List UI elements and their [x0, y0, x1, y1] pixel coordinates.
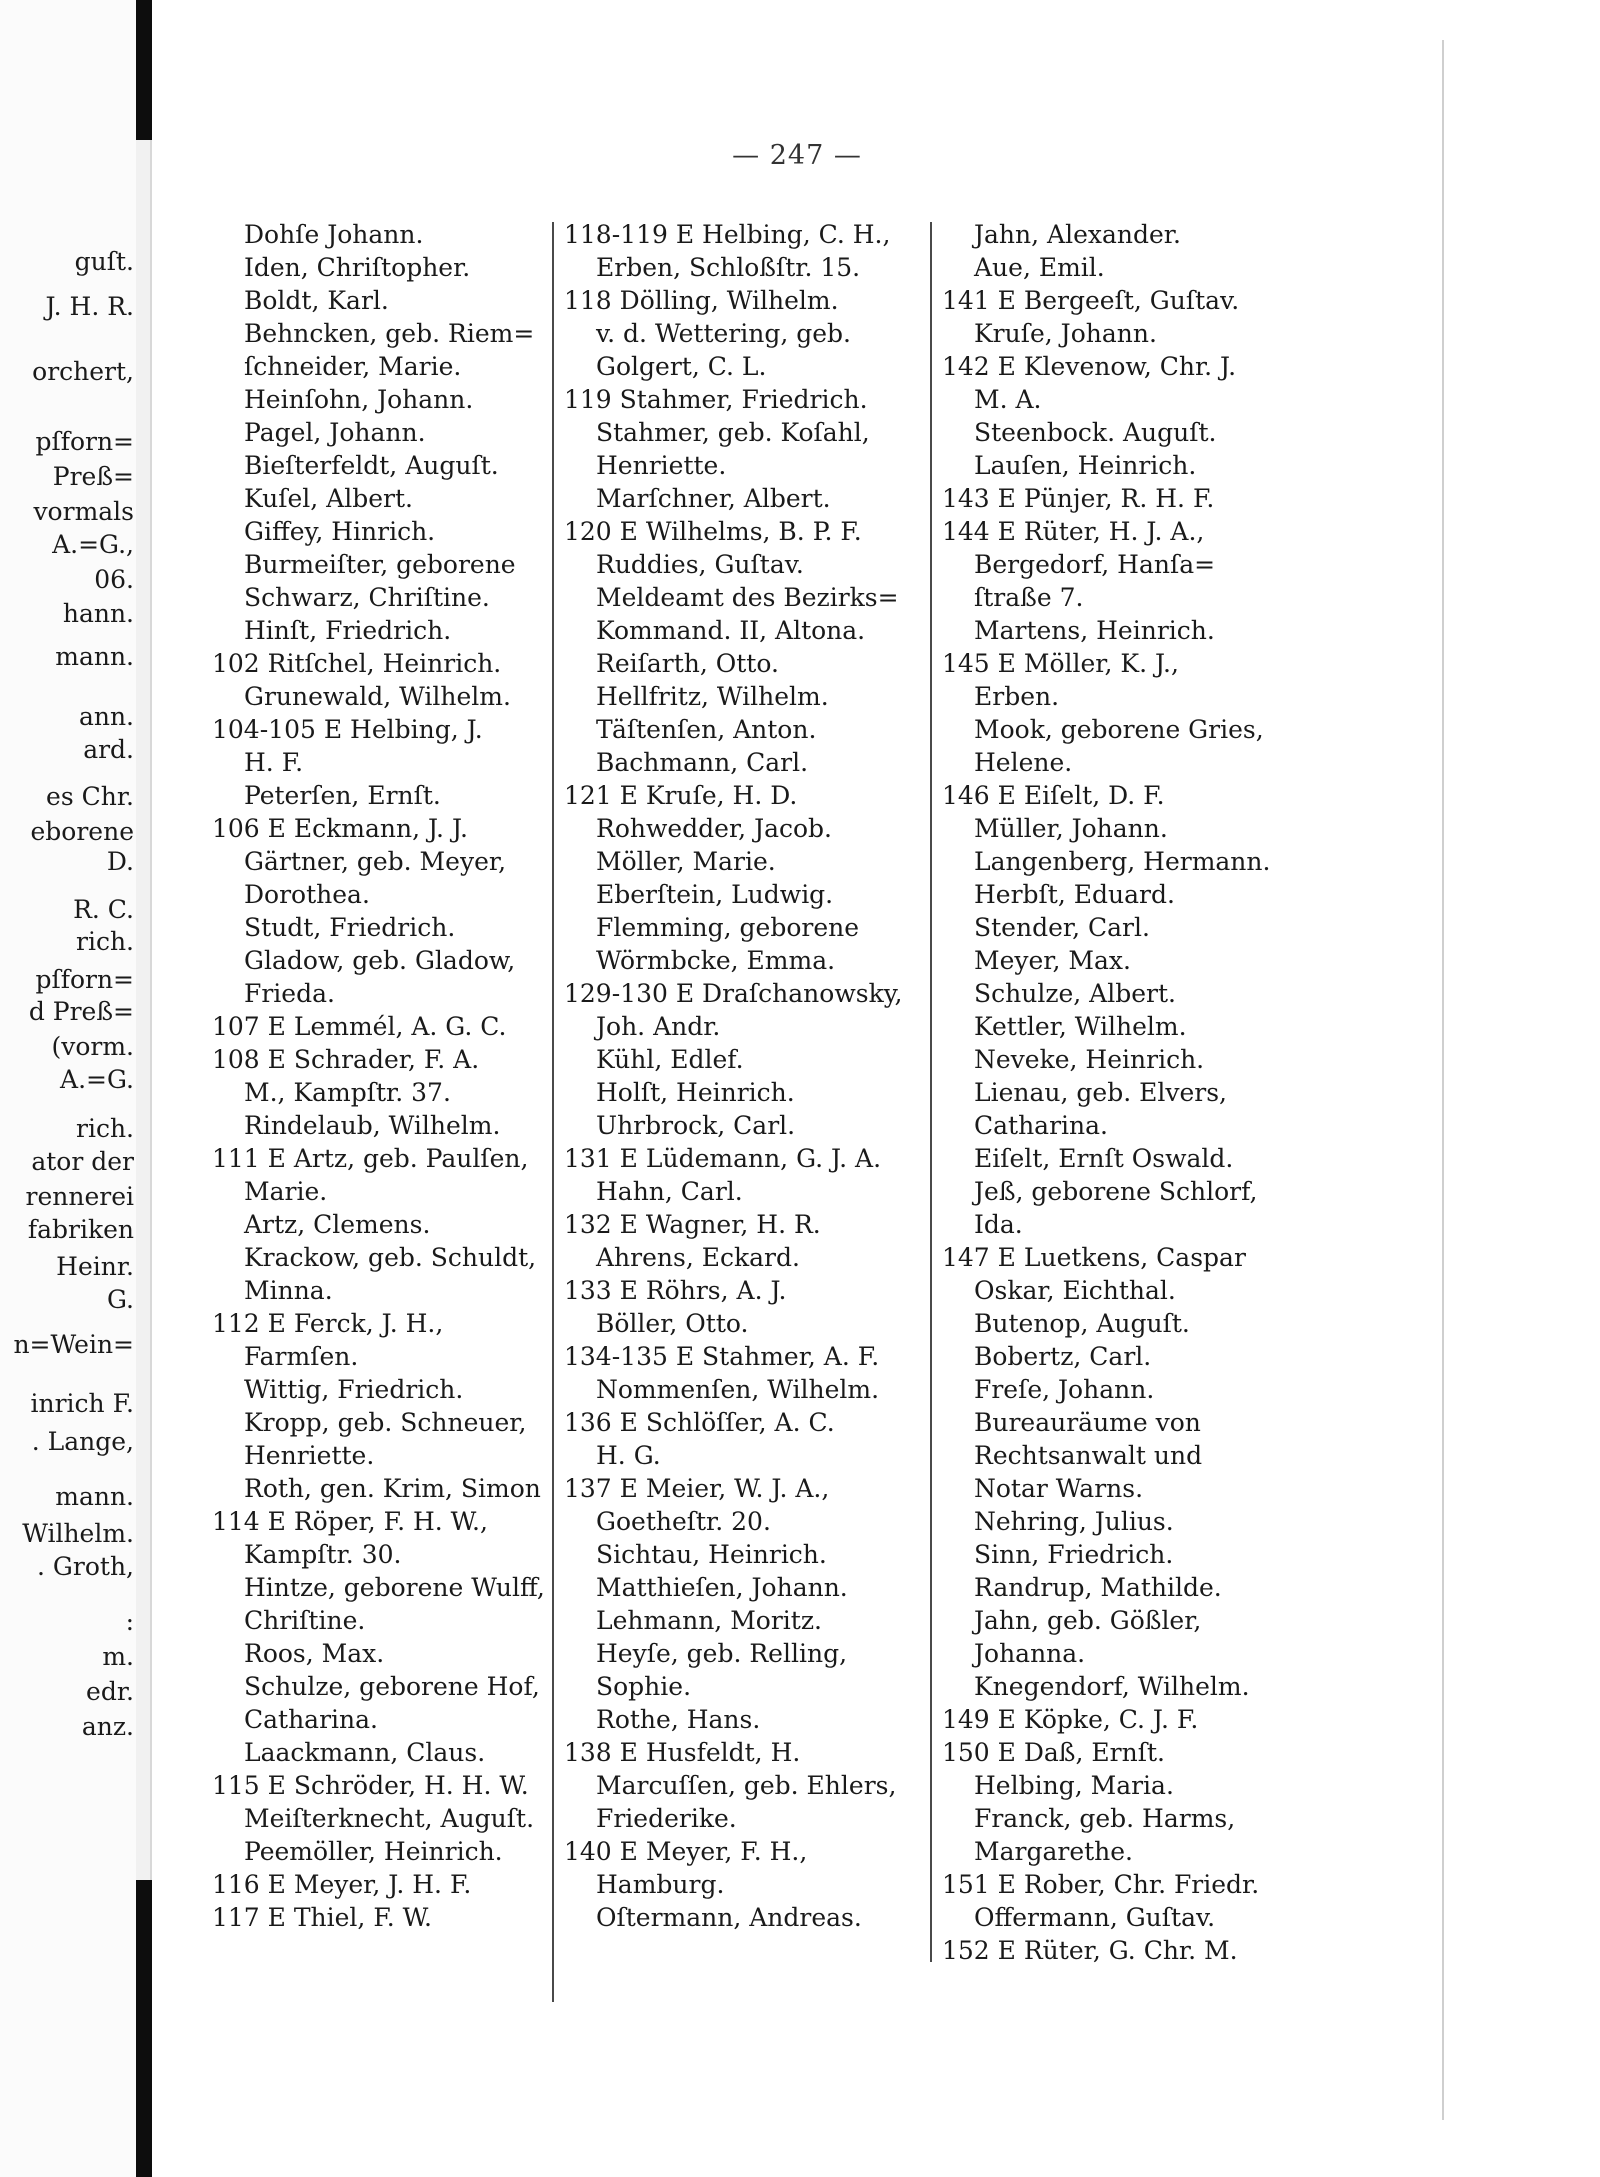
- directory-entry-line: Langenberg, Hermann.: [974, 847, 1271, 876]
- column-1: [212, 218, 580, 1934]
- directory-entry-line: 145 E Möller, K. J.,: [942, 649, 1179, 678]
- left-margin-fragment: pſforn=: [35, 965, 134, 994]
- directory-entry-line: Grunewald, Wilhelm.: [244, 682, 511, 711]
- directory-entry-line: 151 E Rober, Chr. Friedr.: [942, 1870, 1260, 1899]
- directory-entry-line: Sophie.: [596, 1672, 692, 1701]
- directory-entry-line: 104-105 E Helbing, J.: [212, 715, 483, 744]
- directory-entry-line: Knegendorf, Wilhelm.: [974, 1672, 1250, 1701]
- directory-page: [152, 40, 1444, 2120]
- directory-entry-line: Pagel, Johann.: [244, 418, 426, 447]
- directory-entry-line: Hinſt, Friedrich.: [244, 616, 452, 645]
- directory-entry-line: Margarethe.: [974, 1837, 1133, 1866]
- directory-entry-line: Täſtenſen, Anton.: [596, 715, 817, 744]
- directory-entry-line: Meldeamt des Bezirks=: [596, 583, 899, 612]
- directory-entry-line: 116 E Meyer, J. H. F.: [212, 1870, 472, 1899]
- directory-entry-line: Möller, Marie.: [596, 847, 776, 876]
- directory-entry-line: Randrup, Mathilde.: [974, 1573, 1222, 1602]
- directory-entry-line: 108 E Schrader, F. A.: [212, 1045, 480, 1074]
- directory-entry-line: Franck, geb. Harms,: [974, 1804, 1236, 1833]
- directory-entry-line: Helene.: [974, 748, 1073, 777]
- directory-entry-line: 143 E Pünjer, R. H. F.: [942, 484, 1215, 513]
- directory-entry-line: Dohſe Johann.: [244, 220, 424, 249]
- directory-entry-line: Rindelaub, Wilhelm.: [244, 1111, 501, 1140]
- directory-entry-line: Minna.: [244, 1276, 333, 1305]
- directory-entry-line: Heinſohn, Johann.: [244, 385, 474, 414]
- directory-entry-line: Herbſt, Eduard.: [974, 880, 1175, 909]
- directory-entry-line: ſtraße 7.: [974, 583, 1084, 612]
- left-margin-fragment: :: [125, 1607, 134, 1636]
- directory-entry-line: 137 E Meier, W. J. A.,: [564, 1474, 830, 1503]
- directory-entry-line: Roos, Max.: [244, 1639, 385, 1668]
- directory-entry-line: Rohwedder, Jacob.: [596, 814, 832, 843]
- left-margin-fragment: orchert,: [32, 357, 134, 386]
- directory-entry-line: Kettler, Wilhelm.: [974, 1012, 1187, 1041]
- directory-entry-line: 121 E Kruſe, H. D.: [564, 781, 798, 810]
- left-margin-fragment: R. C.: [73, 895, 134, 924]
- directory-entry-line: 132 E Wagner, H. R.: [564, 1210, 821, 1239]
- column-2: [564, 218, 932, 1934]
- left-margin-fragment: pſforn=: [35, 427, 134, 456]
- binding-gutter: [136, 0, 150, 2177]
- left-margin-fragment: (vorm.: [51, 1032, 134, 1061]
- left-margin-fragment: ator der: [31, 1147, 134, 1176]
- directory-entry-line: Catharina.: [974, 1111, 1108, 1140]
- directory-entry-line: Matthieſen, Johann.: [596, 1573, 848, 1602]
- directory-entry-line: Kampſtr. 30.: [244, 1540, 402, 1569]
- directory-entry-line: Lehmann, Moritz.: [596, 1606, 822, 1635]
- directory-entry-line: 114 E Röper, F. H. W.,: [212, 1507, 488, 1536]
- directory-entry-line: Boldt, Karl.: [244, 286, 389, 315]
- directory-entry-line: Schulze, geborene Hof,: [244, 1672, 540, 1701]
- directory-entry-line: Burmeiſter, geborene: [244, 550, 516, 579]
- directory-entry-line: Peemöller, Heinrich.: [244, 1837, 503, 1866]
- directory-entry-line: Oſtermann, Andreas.: [596, 1903, 862, 1932]
- directory-entry-line: 118-119 E Helbing, C. H.,: [564, 220, 891, 249]
- left-margin-fragment: . Groth,: [37, 1552, 134, 1581]
- directory-entry-line: Artz, Clemens.: [244, 1210, 431, 1239]
- directory-entry-line: Studt, Friedrich.: [244, 913, 456, 942]
- directory-entry-line: 115 E Schröder, H. H. W.: [212, 1771, 529, 1800]
- directory-entry-line: Friederike.: [596, 1804, 737, 1833]
- directory-entry-line: Frieda.: [244, 979, 335, 1008]
- directory-entry-line: Bureauräume von: [974, 1408, 1201, 1437]
- directory-entry-line: 140 E Meyer, F. H.,: [564, 1837, 808, 1866]
- directory-entry-line: 129-130 E Draſchanowsky,: [564, 979, 903, 1008]
- directory-entry-line: 131 E Lüdemann, G. J. A.: [564, 1144, 882, 1173]
- directory-entry-line: Hintze, geborene Wulff,: [244, 1573, 545, 1602]
- directory-entry-line: 112 E Ferck, J. H.,: [212, 1309, 444, 1338]
- directory-entry-line: Böller, Otto.: [596, 1309, 749, 1338]
- directory-entry-line: Rothe, Hans.: [596, 1705, 761, 1734]
- column-rule-1: [552, 222, 554, 2002]
- left-margin-fragment: anz.: [81, 1712, 134, 1741]
- directory-entry-line: Marſchner, Albert.: [596, 484, 831, 513]
- directory-entry-line: Krackow, geb. Schuldt,: [244, 1243, 537, 1272]
- directory-entry-line: Bachmann, Carl.: [596, 748, 809, 777]
- directory-entry-line: Nehring, Julius.: [974, 1507, 1174, 1536]
- directory-entry-line: Kommand. II, Altona.: [596, 616, 866, 645]
- left-margin-fragment: Preß=: [52, 462, 134, 491]
- left-margin-fragment: G.: [106, 1285, 134, 1314]
- directory-entry-line: 147 E Luetkens, Caspar: [942, 1243, 1246, 1272]
- binding-tab-top: [136, 0, 152, 140]
- directory-entry-line: H. F.: [244, 748, 304, 777]
- directory-entry-line: Marcuſſen, geb. Ehlers,: [596, 1771, 897, 1800]
- column-rule-2: [930, 222, 932, 1962]
- directory-entry-line: Schulze, Albert.: [974, 979, 1176, 1008]
- directory-entry-line: 152 E Rüter, G. Chr. M.: [942, 1936, 1238, 1965]
- directory-entry-line: Bobertz, Carl.: [974, 1342, 1152, 1371]
- left-margin-fragment: fabriken: [27, 1215, 134, 1244]
- directory-entry-line: Dorothea.: [244, 880, 370, 909]
- directory-entry-line: Uhrbrock, Carl.: [596, 1111, 796, 1140]
- directory-entry-line: Peterſen, Ernſt.: [244, 781, 441, 810]
- directory-entry-line: Meyer, Max.: [974, 946, 1131, 975]
- left-margin-fragment: eborene: [30, 817, 134, 846]
- directory-entry-line: Helbing, Maria.: [974, 1771, 1174, 1800]
- left-margin-fragment: J. H. R.: [45, 292, 134, 321]
- directory-entry-line: Gladow, geb. Gladow,: [244, 946, 516, 975]
- directory-entry-line: Gärtner, geb. Meyer,: [244, 847, 507, 876]
- left-margin-fragment: ard.: [83, 735, 134, 764]
- directory-entry-line: Erben, Schloßſtr. 15.: [596, 253, 861, 282]
- left-margin-fragment: 06.: [94, 565, 134, 594]
- directory-entry-line: 111 E Artz, geb. Paulſen,: [212, 1144, 529, 1173]
- left-margin-fragment: rennerei: [25, 1182, 134, 1211]
- directory-entry-line: ſchneider, Marie.: [244, 352, 462, 381]
- directory-entry-line: 107 E Lemmél, A. G. C.: [212, 1012, 507, 1041]
- directory-entry-line: 102 Ritſchel, Heinrich.: [212, 649, 502, 678]
- directory-entry-line: 144 E Rüter, H. J. A.,: [942, 517, 1205, 546]
- directory-entry-line: Jahn, Alexander.: [974, 220, 1181, 249]
- directory-entry-line: M. A.: [974, 385, 1042, 414]
- page-number: — 247 —: [732, 140, 862, 171]
- left-margin-fragment: es Chr.: [46, 782, 134, 811]
- directory-entry-line: 106 E Eckmann, J. J.: [212, 814, 468, 843]
- directory-entry-line: Reiſarth, Otto.: [596, 649, 779, 678]
- directory-entry-line: Kruſe, Johann.: [974, 319, 1157, 348]
- directory-entry-line: Farmſen.: [244, 1342, 359, 1371]
- directory-entry-line: Stender, Carl.: [974, 913, 1150, 942]
- left-margin-fragment: D.: [106, 847, 134, 876]
- directory-entry-line: Schwarz, Chriſtine.: [244, 583, 490, 612]
- directory-entry-line: Rechtsanwalt und: [974, 1441, 1203, 1470]
- directory-entry-line: Stahmer, geb. Koſahl,: [596, 418, 870, 447]
- directory-entry-line: 136 E Schlöſſer, A. C.: [564, 1408, 835, 1437]
- directory-entry-line: Butenop, Auguſt.: [974, 1309, 1190, 1338]
- directory-entry-line: Ida.: [974, 1210, 1023, 1239]
- directory-entry-line: Meiſterknecht, Auguſt.: [244, 1804, 535, 1833]
- directory-entry-line: Steenbock. Auguſt.: [974, 418, 1217, 447]
- directory-entry-line: Neveke, Heinrich.: [974, 1045, 1205, 1074]
- directory-entry-line: M., Kampſtr. 37.: [244, 1078, 451, 1107]
- directory-entry-line: 138 E Husfeldt, H.: [564, 1738, 801, 1767]
- directory-entry-line: Joh. Andr.: [596, 1012, 721, 1041]
- directory-entry-line: Holſt, Heinrich.: [596, 1078, 795, 1107]
- directory-entry-line: Lauſen, Heinrich.: [974, 451, 1197, 480]
- left-margin-fragment: vormals: [33, 497, 134, 526]
- left-margin-fragment: Heinr.: [56, 1252, 134, 1281]
- left-margin-fragment: . Lange,: [31, 1427, 134, 1456]
- directory-entry-line: Hahn, Carl.: [596, 1177, 743, 1206]
- directory-entry-line: Flemming, geborene: [596, 913, 860, 942]
- directory-entry-line: Marie.: [244, 1177, 328, 1206]
- directory-entry-line: Jahn, geb. Gößler,: [974, 1606, 1202, 1635]
- directory-entry-line: Eiſelt, Ernſt Oswald.: [974, 1144, 1234, 1173]
- directory-entry-line: Bieſterfeldt, Auguſt.: [244, 451, 499, 480]
- left-margin-fragment: hann.: [62, 599, 134, 628]
- directory-entry-line: 120 E Wilhelms, B. P. F.: [564, 517, 862, 546]
- directory-entry-line: Heyſe, geb. Relling,: [596, 1639, 848, 1668]
- directory-entry-line: 141 E Bergeeſt, Guſtav.: [942, 286, 1240, 315]
- left-margin-fragment: A.=G.: [60, 1065, 134, 1094]
- directory-entry-line: Laackmann, Claus.: [244, 1738, 486, 1767]
- directory-entry-line: Behncken, geb. Riem=: [244, 319, 535, 348]
- directory-entry-line: Roth, gen. Krim, Simon: [244, 1474, 541, 1503]
- directory-entry-line: Müller, Johann.: [974, 814, 1168, 843]
- directory-entry-line: 146 E Eiſelt, D. F.: [942, 781, 1165, 810]
- directory-entry-line: Wittig, Friedrich.: [244, 1375, 464, 1404]
- directory-entry-line: Lienau, geb. Elvers,: [974, 1078, 1227, 1107]
- left-margin-fragment: rich.: [76, 1114, 134, 1143]
- directory-entry-line: Jeß, geborene Schlorf,: [974, 1177, 1258, 1206]
- directory-entry-line: Nommenſen, Wilhelm.: [596, 1375, 880, 1404]
- directory-entry-line: Iden, Chriſtopher.: [244, 253, 471, 282]
- directory-entry-line: Goetheſtr. 20.: [596, 1507, 771, 1536]
- directory-entry-line: 133 E Röhrs, A. J.: [564, 1276, 787, 1305]
- directory-entry-line: 142 E Klevenow, Chr. J.: [942, 352, 1237, 381]
- directory-entry-line: 150 E Daß, Ernſt.: [942, 1738, 1165, 1767]
- directory-entry-line: 117 E Thiel, F. W.: [212, 1903, 432, 1932]
- left-margin-fragment: rich.: [76, 927, 134, 956]
- directory-entry-line: Johanna.: [974, 1639, 1086, 1668]
- directory-entry-line: Hellfritz, Wilhelm.: [596, 682, 829, 711]
- left-margin-fragment: edr.: [86, 1677, 134, 1706]
- directory-entry-line: Henriette.: [244, 1441, 375, 1470]
- directory-entry-line: 119 Stahmer, Friedrich.: [564, 385, 868, 414]
- left-margin-fragment: guſt.: [74, 247, 134, 276]
- directory-entry-line: Catharina.: [244, 1705, 378, 1734]
- left-margin-fragment: d Preß=: [28, 997, 134, 1026]
- left-margin-fragment: m.: [102, 1642, 134, 1671]
- directory-entry-line: H. G.: [596, 1441, 661, 1470]
- directory-entry-line: Golgert, C. L.: [596, 352, 767, 381]
- directory-entry-line: Aue, Emil.: [974, 253, 1105, 282]
- directory-entry-line: Oskar, Eichthal.: [974, 1276, 1176, 1305]
- directory-entry-line: Wörmbcke, Emma.: [596, 946, 836, 975]
- directory-entry-line: Notar Warns.: [974, 1474, 1144, 1503]
- left-margin-fragment: mann.: [55, 1482, 134, 1511]
- directory-entry-line: Sinn, Friedrich.: [974, 1540, 1174, 1569]
- directory-entry-line: 118 Dölling, Wilhelm.: [564, 286, 839, 315]
- directory-entry-line: Ahrens, Eckard.: [596, 1243, 800, 1272]
- directory-entry-line: Henriette.: [596, 451, 727, 480]
- directory-entry-line: Giffey, Hinrich.: [244, 517, 436, 546]
- directory-entry-line: Mook, geborene Gries,: [974, 715, 1264, 744]
- left-margin-fragment: mann.: [55, 642, 134, 671]
- directory-entry-line: Chriſtine.: [244, 1606, 366, 1635]
- directory-entry-line: Martens, Heinrich.: [974, 616, 1215, 645]
- directory-entry-line: Kropp, geb. Schneuer,: [244, 1408, 527, 1437]
- directory-entry-line: Freſe, Johann.: [974, 1375, 1155, 1404]
- directory-entry-line: Sichtau, Heinrich.: [596, 1540, 827, 1569]
- left-margin-fragment: A.=G.,: [52, 530, 134, 559]
- directory-entry-line: Bergedorf, Hanſa=: [974, 550, 1216, 579]
- left-margin-fragment: Wilhelm.: [22, 1519, 134, 1548]
- directory-entry-line: v. d. Wettering, geb.: [596, 319, 851, 348]
- binding-tab-bottom: [136, 1880, 152, 2177]
- directory-entry-line: Kuſel, Albert.: [244, 484, 413, 513]
- column-3: [942, 218, 1310, 1967]
- left-margin-fragment: ann.: [78, 702, 134, 731]
- directory-entry-line: 134-135 E Stahmer, A. F.: [564, 1342, 880, 1371]
- directory-entry-line: Hamburg.: [596, 1870, 725, 1899]
- adjacent-page-edge: [0, 0, 152, 2177]
- directory-entry-line: Kühl, Edlef.: [596, 1045, 744, 1074]
- directory-entry-line: Offermann, Guſtav.: [974, 1903, 1216, 1932]
- directory-entry-line: Eberſtein, Ludwig.: [596, 880, 834, 909]
- directory-entry-line: Ruddies, Guſtav.: [596, 550, 804, 579]
- left-margin-fragment: n=Wein=: [13, 1330, 134, 1359]
- directory-entry-line: 149 E Köpke, C. J. F.: [942, 1705, 1199, 1734]
- left-margin-fragment: inrich F.: [30, 1389, 134, 1418]
- directory-entry-line: Erben.: [974, 682, 1060, 711]
